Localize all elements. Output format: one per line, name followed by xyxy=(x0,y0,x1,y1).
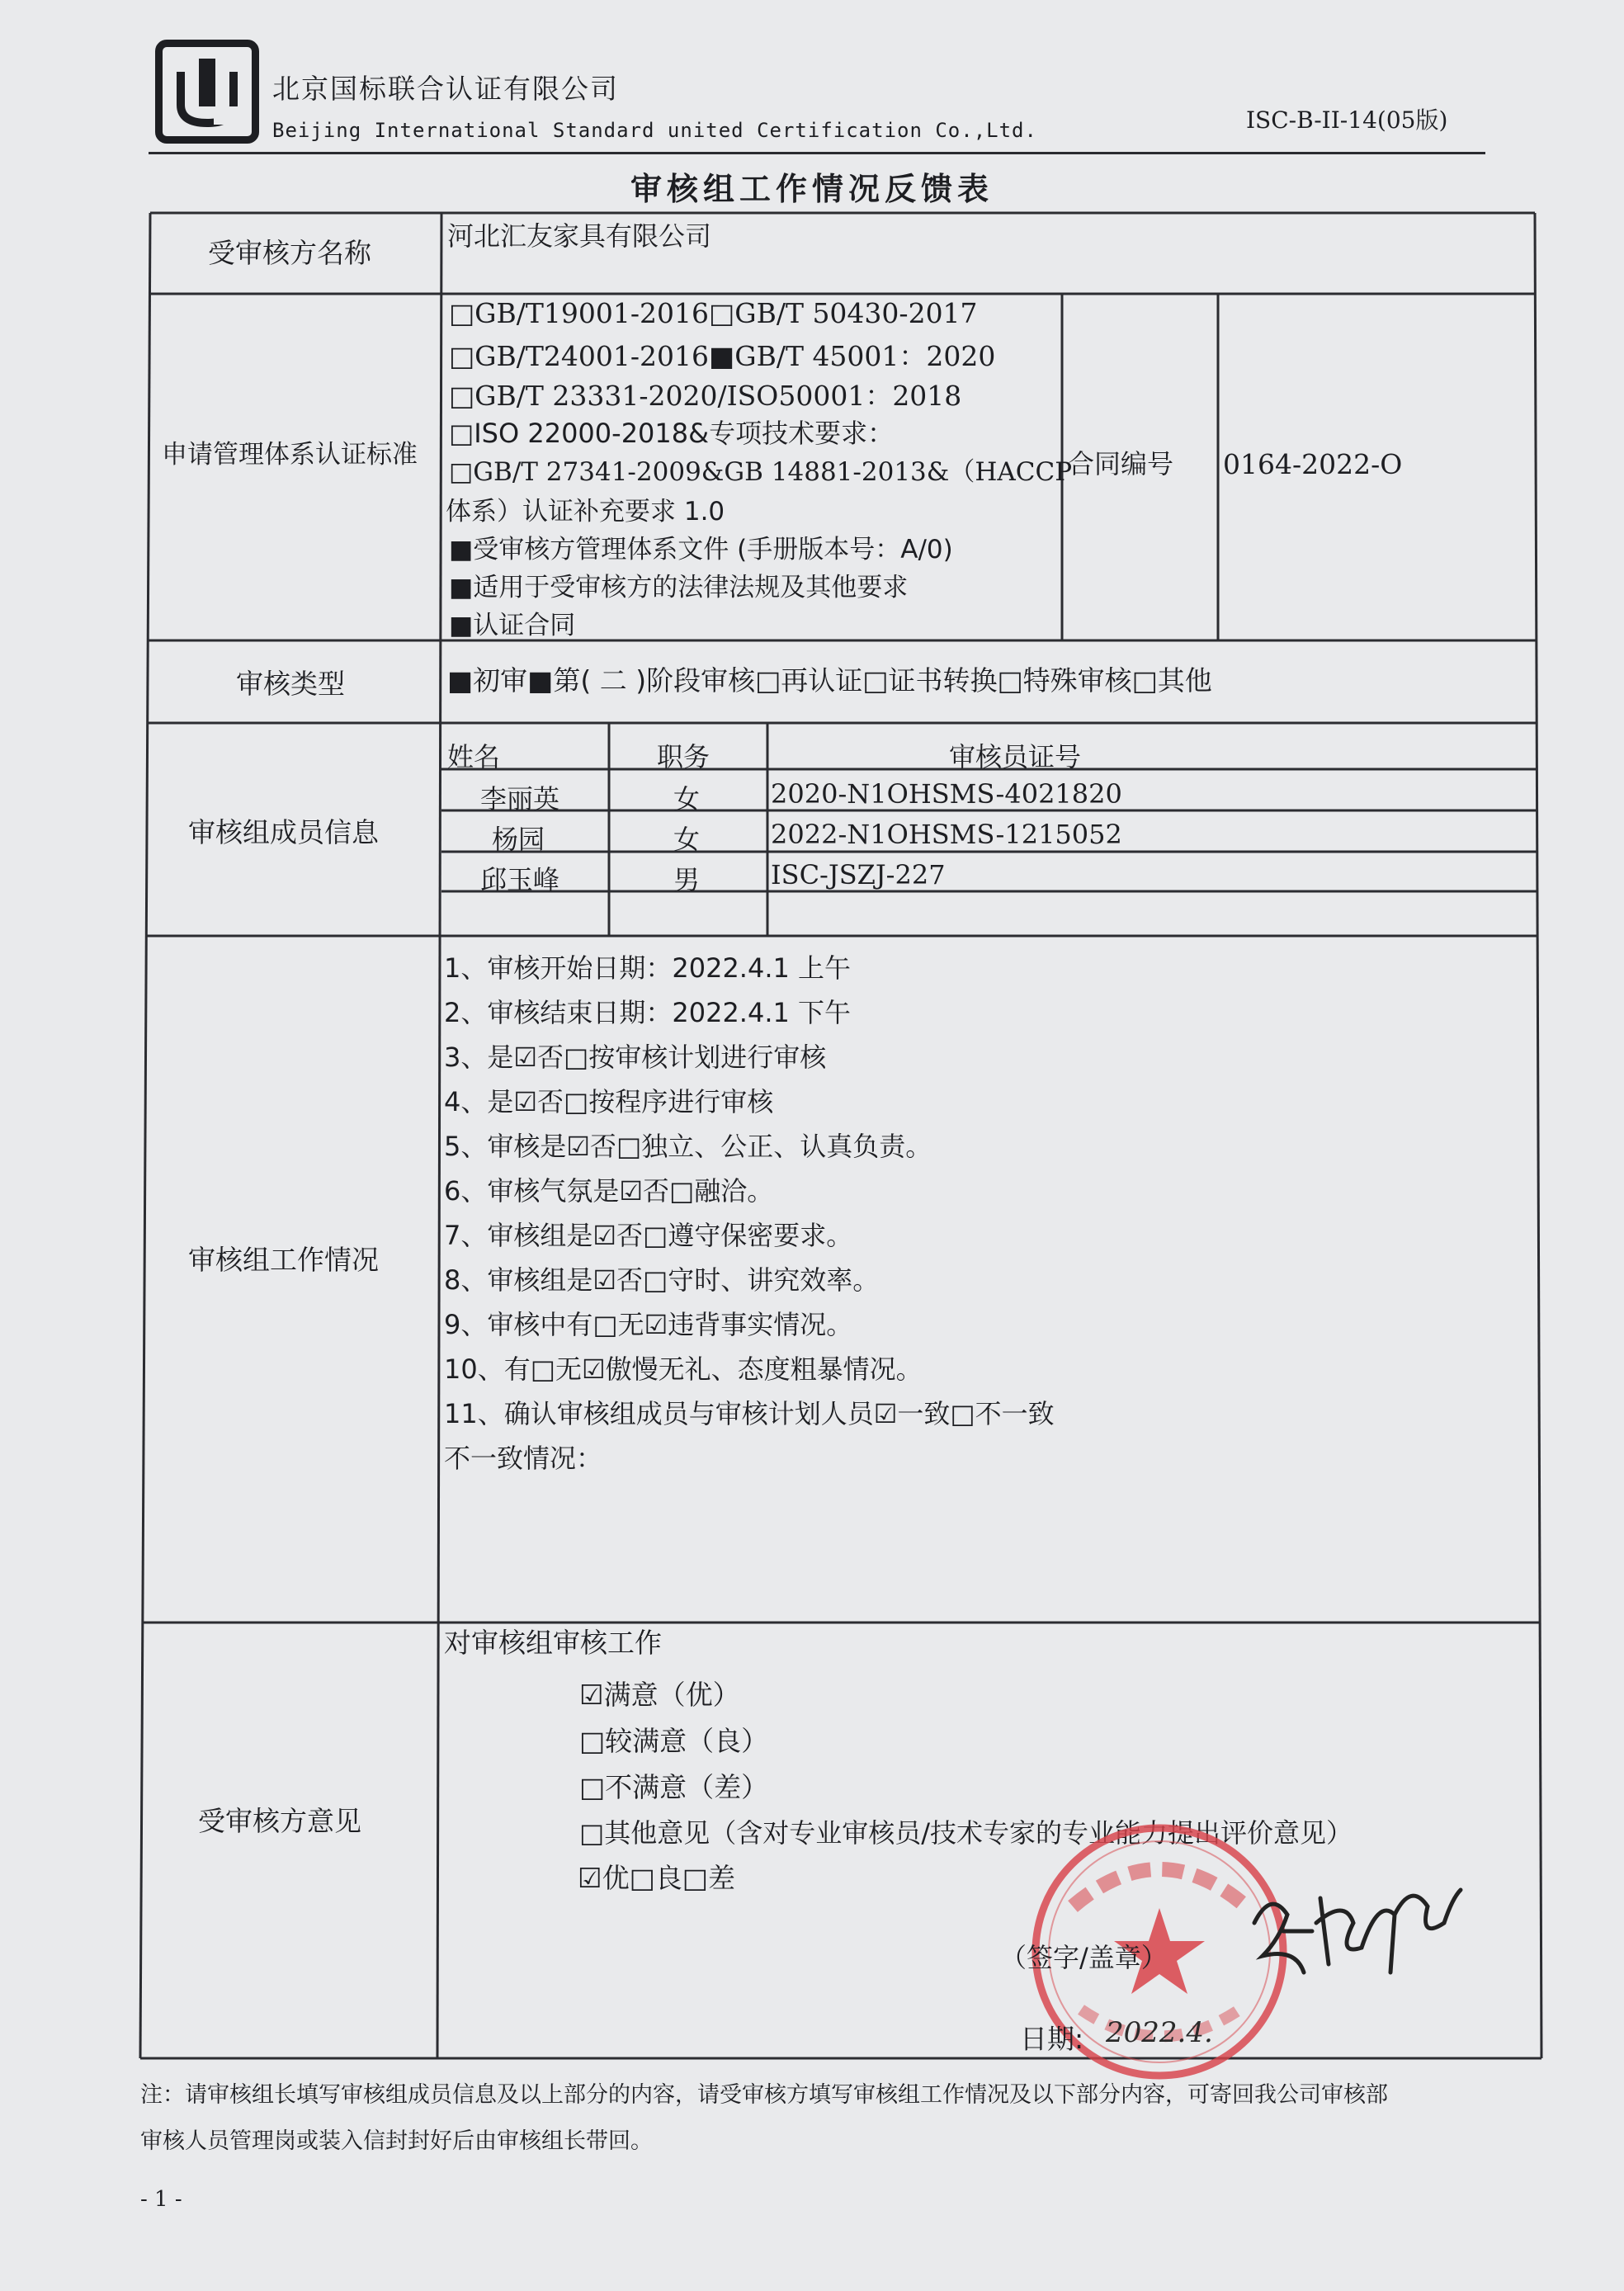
signature-label: （签字/盖章） xyxy=(1000,1942,1168,1973)
list-item: 8、审核组是☑否□守时、讲究效率。 xyxy=(444,1264,880,1296)
audit-type-label: 审核类型 xyxy=(236,668,345,700)
member-role: 男 xyxy=(673,864,701,895)
standard-option-cont: 体系）认证补充要求 1.0 xyxy=(446,497,725,527)
scope-regulations: ■适用于受审核方的法律法规及其他要求 xyxy=(449,573,909,602)
opinion-rating: ☑优□良□差 xyxy=(578,1862,735,1894)
standard-option: □GB/T 23331-2020/ISO50001：2018 xyxy=(449,380,962,412)
list-item: 1、审核开始日期：2022.4.1 上午 xyxy=(444,952,852,984)
member-name: 邱玉峰 xyxy=(480,864,560,895)
signed-date: 2022.4. xyxy=(1106,2016,1213,2049)
audit-type-value: ■初审■第( 二 )阶段审核□再认证□证书转换□特殊审核□其他 xyxy=(447,664,1212,697)
list-item: 5、审核是☑否□独立、公正、认真负责。 xyxy=(444,1131,932,1162)
list-item: 7、审核组是☑否□遵守保密要求。 xyxy=(444,1220,853,1251)
member-role: 女 xyxy=(673,824,701,855)
member-cert: 2022-N1OHSMS-1215052 xyxy=(771,819,1122,850)
list-item: 6、审核气氛是☑否□融洽。 xyxy=(444,1175,774,1207)
opinion-intro: 对审核组审核工作 xyxy=(444,1627,662,1659)
member-role: 女 xyxy=(673,783,701,815)
standard-option: □GB/T 27341-2009&GB 14881-2013&（HACCP xyxy=(449,457,1073,487)
opinion-option: ☑满意（优） xyxy=(579,1679,740,1711)
company-name-cn: 北京国标联合认证有限公司 xyxy=(272,73,619,105)
list-item: 11、确认审核组成员与审核计划人员☑一致□不一致 xyxy=(444,1398,1055,1429)
opinion-option: □不满意（差） xyxy=(579,1771,769,1803)
standard-option: □ISO 22000-2018&专项技术要求： xyxy=(449,418,895,449)
auditee-name-label: 受审核方名称 xyxy=(208,237,371,269)
footer-note-cont: 审核人员管理岗或装入信封封好后由审核组长带回。 xyxy=(140,2128,653,2154)
footer-note: 注：请审核组长填写审核组成员信息及以上部分的内容，请受审核方填写审核组工作情况及以下部分内容，可寄回我公司审核部 xyxy=(140,2082,1388,2108)
member-cert: ISC-JSZJ-227 xyxy=(771,859,946,890)
standards-label: 申请管理体系认证标准 xyxy=(162,440,418,470)
member-name: 杨园 xyxy=(492,824,545,855)
list-item: 10、有□无☑傲慢无礼、态度粗暴情况。 xyxy=(444,1353,923,1385)
members-label: 审核组成员信息 xyxy=(188,816,379,848)
member-cert: 2020-N1OHSMS-4021820 xyxy=(771,778,1122,810)
date-label: 日期: xyxy=(1020,2023,1084,2055)
list-item: 9、审核中有□无☑违背事实情况。 xyxy=(444,1309,853,1340)
list-item: 不一致情况： xyxy=(444,1443,603,1474)
scope-manual: ■受审核方管理体系文件 (手册版本号：A/0) xyxy=(449,535,953,564)
handwritten-signature xyxy=(1238,1865,1469,2005)
contract-number-label: 合同编号 xyxy=(1068,448,1174,479)
contract-number-value: 0164-2022-O xyxy=(1223,448,1403,480)
member-header-cert: 审核员证号 xyxy=(949,741,1082,772)
member-name: 李丽英 xyxy=(480,783,560,815)
opinion-option: □其他意见（含对专业审核员/技术专家的专业能力提出评价意见） xyxy=(579,1817,1353,1849)
scope-contract: ■认证合同 xyxy=(449,611,576,640)
list-item: 2、审核结束日期：2022.4.1 下午 xyxy=(444,997,852,1028)
document-title: 审核组工作情况反馈表 xyxy=(630,171,994,207)
page-number: - 1 - xyxy=(140,2187,182,2212)
opinion-label: 受审核方意见 xyxy=(198,1805,361,1837)
auditee-name-value: 河北汇友家具有限公司 xyxy=(447,220,712,252)
list-item: 3、是☑否□按审核计划进行审核 xyxy=(444,1042,827,1073)
standard-option: □GB/T19001-2016□GB/T 50430-2017 xyxy=(449,297,978,329)
list-item: 4、是☑否□按程序进行审核 xyxy=(444,1086,774,1117)
work-label: 审核组工作情况 xyxy=(188,1244,379,1276)
member-header-role: 职务 xyxy=(657,741,710,772)
member-header-name: 姓名 xyxy=(447,741,501,772)
standard-option: □GB/T24001-2016■GB/T 45001：2020 xyxy=(449,340,996,372)
opinion-option: □较满意（良） xyxy=(579,1725,769,1757)
company-name-en: Beijing International Standard united Certification Co.,Ltd. xyxy=(272,119,1037,142)
form-code: ISC-B-II-14(05版) xyxy=(1246,106,1448,134)
